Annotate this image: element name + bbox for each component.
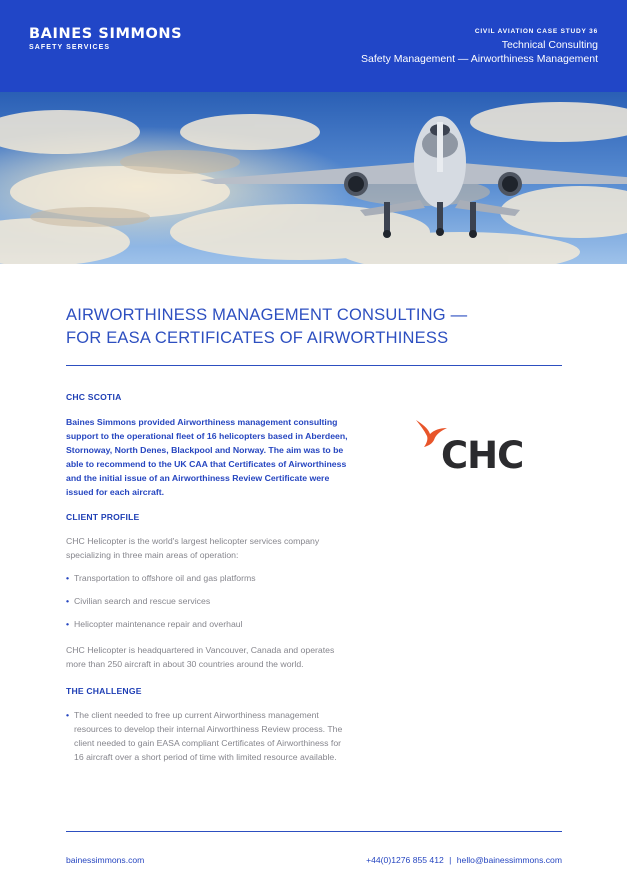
client-profile-heading: CLIENT PROFILE xyxy=(66,512,140,522)
brand-logo xyxy=(29,26,182,51)
chc-intro: Baines Simmons provided Airworthiness management consulting support to the operational fleet of 16 helicopters based in Aberdeen, Stornoway, North Denes, Blackpool and Norway. The aim was to be able to recommend to the UK CAA that Certificates of Airworthiness and the initial issue of an Airworthiness Review Certificate were issued for each aircraft. xyxy=(66,417,348,497)
client-profile-text: CHC Helicopter is the world's largest helicopter services company specializing in three main areas of operation: xyxy=(66,536,320,560)
challenge-heading: THE CHALLENGE xyxy=(66,686,142,696)
header-info xyxy=(361,28,598,65)
title-line-1: AIRWORTHINESS MANAGEMENT CONSULTING — xyxy=(66,306,468,324)
list-item-text: Civilian search and rescue services xyxy=(74,596,211,606)
brand-name: BAINES SIMMONS xyxy=(29,26,183,42)
bullet-icon: • xyxy=(66,596,70,606)
footer-email-link[interactable]: hello@bainessimmons.com xyxy=(456,855,562,865)
brand-subtitle: SAFETY SERVICES xyxy=(29,44,111,51)
title-divider xyxy=(66,365,562,366)
footer-website-link[interactable]: bainessimmons.com xyxy=(66,855,145,865)
header-subcategory: Safety Management — Airworthiness Management xyxy=(361,53,598,65)
list-item-text: Transportation to offshore oil and gas platforms xyxy=(74,573,256,583)
footer-phone[interactable]: +44(0)1276 855 412 xyxy=(366,855,444,865)
chc-logo-text: CHC xyxy=(441,434,524,477)
list-item xyxy=(66,571,356,585)
list-item xyxy=(66,594,356,608)
bullet-icon: • xyxy=(66,619,70,629)
footer-contact xyxy=(366,855,562,865)
case-study-label: CIVIL AVIATION CASE STUDY 36 xyxy=(474,28,598,35)
list-item-text: Helicopter maintenance repair and overhaul xyxy=(74,619,243,629)
title-line-2: FOR EASA CERTIFICATES OF AIRWORTHINESS xyxy=(66,329,449,347)
footer-separator: | xyxy=(449,855,452,865)
list-item xyxy=(66,617,356,631)
hero-airplane-image xyxy=(0,92,627,264)
page-title xyxy=(66,304,467,350)
footer-divider xyxy=(66,831,562,832)
list-item xyxy=(66,708,352,764)
challenge-text: The client needed to free up current Airworthiness management resources to develop their internal Airworthiness Review process. The client needed to gain EASA compliant Certificates of Airworthiness for 16 aircraft over a short period of time with limited resource available. xyxy=(74,710,343,762)
chc-heading: CHC SCOTIA xyxy=(66,392,122,402)
header-banner xyxy=(0,0,627,92)
bullet-icon: • xyxy=(66,573,70,583)
client-hq-text: CHC Helicopter is headquartered in Vancouver, Canada and operates more than 250 aircraft in about 30 countries around the world. xyxy=(66,645,335,669)
header-category: Technical Consulting xyxy=(501,39,598,51)
bullet-icon: • xyxy=(66,710,70,720)
